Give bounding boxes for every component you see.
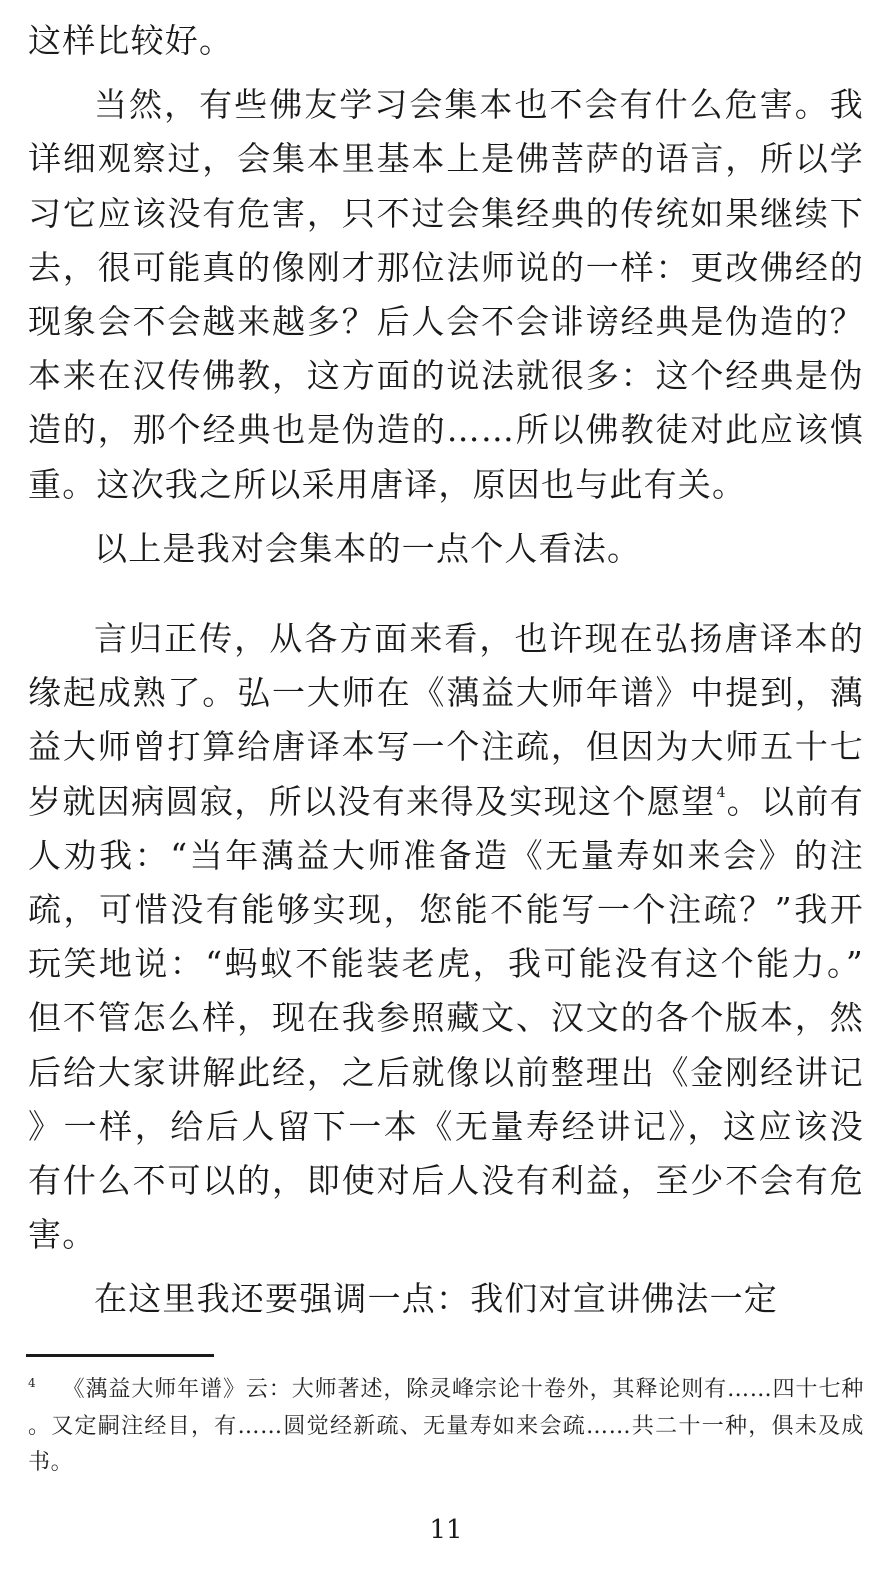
paragraph-text-after-ref: 。以前有人劝我：“当年蕅益大师准备造《无量寿如来会》的注疏，可惜没有能够实现，您能不能写一个注疏？”我开玩笑地说：“蚂蚁不能装老虎，我可能没有这个能力。”但不管怎么样，现在我参照藏文、汉文的各个版本，然后给大家讲解此经，之后就像以前整理出《金刚经讲记》一样，给后人留下一本《无量寿经讲记》，这应该没有什么不可以的，即使对后人没有利益，至少不会有危害。 (28, 781, 864, 1255)
footnote-divider (26, 1354, 214, 1357)
page-number: 11 (429, 1515, 463, 1545)
paragraph-tang-translation (28, 612, 864, 1262)
footnote (28, 1372, 864, 1482)
paragraph-continuation: 这样比较好。 (28, 21, 234, 60)
paragraph-text-before-ref: 言归正传，从各方面来看，也许现在弘扬唐译本的缘起成熟了。弘一大师在《蕅益大师年谱》中提到，蕅益大师曾打算给唐译本写一个注疏，但因为大师五十七岁就因病圆寂，所以没有来得及实现这个愿望 (28, 619, 864, 821)
footnote-reference: 4 (716, 784, 726, 801)
paragraph-emphasis: 在这里我还要强调一点：我们对宣讲佛法一定 (94, 1279, 778, 1319)
paragraph-compilation-harm: 当然，有些佛友学习会集本也不会有什么危害。我详细观察过，会集本里基本上是佛菩萨的语言，所以学习它应该没有危害，只不过会集经典的传统如果继续下去，很可能真的像刚才那位法师说的一样：更改佛经的现象会不会越来越多？后人会不会诽谤经典是伪造的？本来在汉传佛教，这方面的说法就很多：这个经典是伪造的，那个经典也是伪造的……所以佛教徒对此应该慎重。这次我之所以采用唐译，原因也与此有关。 (28, 85, 864, 504)
footnote-mark: 4 (28, 1376, 37, 1390)
main-text (28, 14, 864, 1327)
paragraph-personal-view: 以上是我对会集本的一点个人看法。 (94, 528, 642, 568)
footnote-text: 《蕅益大师年谱》云：大师著述，除灵峰宗论十卷外，其释论则有……四十七种。又定嗣注经目，有……圆觉经新疏、无量寿如来会疏……共二十一种，俱未及成书。 (28, 1377, 864, 1475)
